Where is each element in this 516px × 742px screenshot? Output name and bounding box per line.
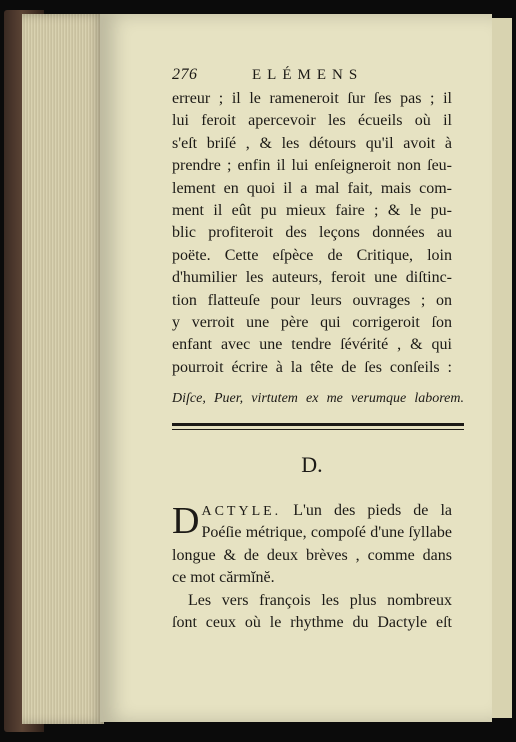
text-line: enfant avec une tendre ſévérité , & qui xyxy=(172,336,452,354)
section-divider xyxy=(172,423,464,430)
text-line: Poéſie métrique, compoſé d'une ſyllabe xyxy=(201,524,452,542)
page-content xyxy=(172,66,464,634)
section-heading: D. xyxy=(301,452,323,478)
text-line: pourroit écrire à la tête de ſes conſeils : xyxy=(172,358,452,376)
drop-cap: D xyxy=(172,500,200,543)
entry-text: L'un des pieds de la xyxy=(293,502,453,520)
text-line: y verroit une père qui corrigeroit ſon xyxy=(172,313,452,331)
running-title: ELÉMENS xyxy=(252,67,364,83)
entry-first-line xyxy=(172,500,452,522)
book-page xyxy=(100,14,492,722)
body-text xyxy=(172,88,452,379)
latin-quote: Diſce, Puer, virtutem ex me verumque laborem. xyxy=(172,391,464,407)
page-header xyxy=(172,66,452,88)
text-line: poëte. Cette eſpèce de Critique, loin xyxy=(172,246,452,264)
divider-thin-rule xyxy=(172,429,464,430)
facing-page-edge xyxy=(492,18,512,718)
text-line: tion flatteuſe pour leurs ouvrages ; on xyxy=(172,291,452,309)
text-line: d'humilier les auteurs, feroit une diſtinc- xyxy=(172,269,452,287)
page-edges xyxy=(22,14,104,724)
text-line: prendre ; enfin il lui enſeigneroit non ſeu- xyxy=(172,157,452,175)
text-line: s'eſt briſé , & les détours qu'il avoit à xyxy=(172,134,452,152)
entry-title: ACTYLE. xyxy=(201,504,282,520)
text-line: erreur ; il le rameneroit ſur ſes pas ; il xyxy=(172,90,452,107)
divider-thick-rule xyxy=(172,423,464,426)
text-line: longue & de deux brèves , comme dans xyxy=(172,546,452,564)
text-line: Les vers françois les plus nombreux xyxy=(188,591,452,609)
text-line: ment il eût pu mieux faire ; & le pu- xyxy=(172,201,452,219)
text-line: blic profiteroit des leçons données au xyxy=(172,224,452,242)
text-line: lui feroit apercevoir les écueils où il xyxy=(172,112,452,130)
text-line: ſont ceux où le rhythme du Dactyle eſt xyxy=(172,614,452,632)
text-line: lement en quoi il a mal fait, mais com- xyxy=(172,179,452,197)
dictionary-entry xyxy=(172,500,452,634)
text-line: ce mot cărmĭnĕ. xyxy=(172,569,275,587)
page-number: 276 xyxy=(172,66,198,83)
